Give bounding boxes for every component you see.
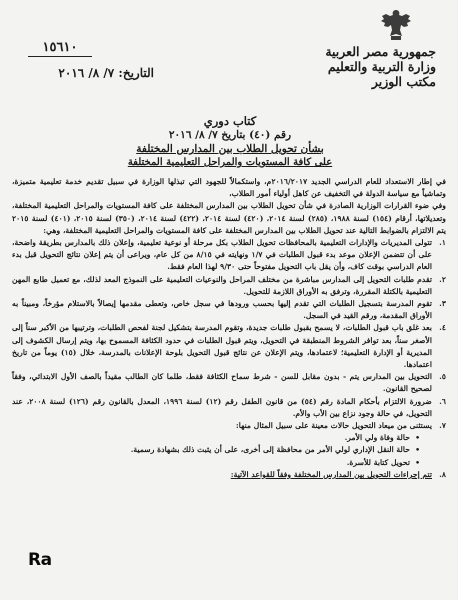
reference-number: ١٥٦١٠: [20, 40, 100, 57]
clause-number: ٨.: [439, 469, 446, 479]
clause-number: ٣.: [439, 299, 446, 309]
clause-text: يستثنى من ميعاد التحويل حالات معينة على سبيل المثال منها:: [235, 421, 432, 431]
clause-number: ٧.: [439, 421, 446, 431]
clause-number: ٥.: [439, 372, 446, 382]
ministry-line: مكتب الوزير: [371, 74, 436, 89]
document-title: [110, 114, 350, 170]
exception-item: • حالة وفاة ولي الأمر.: [12, 432, 420, 444]
clause-item: [12, 237, 446, 274]
intro-paragraph: وفي ضوء القرارات الوزارية الصادرة في شأن تحويل الطلاب بين المدارس المختلفة على كافة المستويات والمراحل التعليمية المختلفة، وتعديلاتها، أرقام (١٥٤) لسنة ١٩٨٨، (٢٨٥) لسنة ٢٠١٤، (٤٢٠) لسنة ٢٠١٤، (٤٢٢) لسنة ٢٠١٤، (٣٥٠) لسنة ٢٠١٥، (٤٠١) لسنة ٢٠١٥ يتم الالتزام بالضوابط التالية عند تحويل الطلاب بين المدارس المختلفة على كافة المستويات والمراحل التعليمية المختلفة، وهي:: [12, 201, 446, 235]
clause-text: تتولى المديريات والإدارات التعليمية بالمحافظات تحويل الطلاب بكل مرحلة أو نوعية تعليمية، وإعلان ذلك بالمدارس بطريقة واضحة، على أن تتضمن الإعلان موعد بدء قبول الطلبات في ١/٧ ونهايته في ٨/١٥ من كل عام، ويراعى أن يتم إعلان نتائج التحويل قبل بدء العام الدراسي بوقت كاف، وأن يقل باب التحويل مفتوحاً حتى ٩/٣٠ لهذا العام فقط.: [12, 238, 432, 272]
ministry-line: وزارة التربية والتعليم: [327, 59, 436, 74]
clause-item: [12, 469, 446, 481]
clause-text: التحويل بين المدارس يتم - بدون مقابل للسن - شرط سماح الكثافة فقط، طلما كان الطالب مقيداً بالصف الأول الابتدائي، وفقاً لصحيح القانون.: [12, 372, 432, 394]
clause-item: [12, 322, 446, 371]
clause-item: [12, 298, 446, 322]
exception-item: • حالة النقل الإداري لولي الأمر من محافظة إلى أخرى، على أن يثبت ذلك بشهادة رسمية.: [12, 444, 420, 456]
clause-text: بعد غلق باب قبول الطلبات، لا يسمح بقبول طلبات جديدة، وتقوم المدرسة بتشكيل لجنة لفحص الطلبات، وترتيبها من الأكبر سناً إلى الأصغر سناً، بعد توافر الشروط المنطبقة في التحويل، ويتم قبول الطلبات في حدود الكثافة المسموح بها، ويتم إرسال الكشوف إلى المديرية أو الإدارة التعليمية؛ لاعتمادها، ويتم الإعلان عن نتائج قبول التحويل بلوحة الإعلانات بالمدرسة، خلال (١٥) يوماً من تاريخ اعتمادها.: [12, 323, 432, 370]
ministry-line: جمهورية مصر العربية: [325, 44, 436, 59]
closing-clause-text: تتم إجراءات التحويل بين المدارس المختلفة وفقاً للقواعد الآتية:: [230, 469, 432, 479]
clause-number: ٢.: [439, 274, 446, 284]
clause-number: ٤.: [439, 323, 446, 333]
clause-text: تقوم المدرسة بتسجيل الطلبات التي تقدم إليها بحسب ورودها في سجل خاص، وتعطى مقدمها إيصالاً بالاستلام مؤرخاً، ومبيناً به الأوراق المقدمة، ورقم القيد في السجل.: [12, 299, 432, 321]
exception-item: • تحويل كتابة للأسرة.: [12, 457, 420, 469]
watermark-badge: Ra: [28, 550, 52, 570]
document-date: التاريخ: ٧/ ٨/ ٢٠١٦: [58, 66, 154, 80]
document-body: [12, 176, 446, 481]
clause-item: [12, 420, 446, 432]
ministry-letterhead: [306, 44, 436, 89]
document-subject: بشأن تحويل الطلاب بين المدارس المختلفة: [136, 143, 324, 155]
clause-text: تقدم طلبات التحويل إلى المدارس مباشرة من مختلف المراحل والنوعيات التعليمية على النموذج المعد لذلك، مع تعميل طابع المهن التعليمية بالكتلة المقررة، وترفق به الأوراق اللازمة للتحويل.: [12, 274, 432, 296]
clause-item: [12, 274, 446, 298]
document-kind: كتاب دوري: [203, 114, 257, 128]
document-number: رقم (٤٠) بتاريخ ٧/ ٨/ ٢٠١٦: [168, 129, 292, 141]
clause-number: ٦.: [439, 396, 446, 406]
clause-item: [12, 396, 446, 420]
exception-list: [12, 432, 446, 469]
intro-paragraph: في إطار الاستعداد للعام الدراسي الجديد ٢٠١٦/٢٠١٧م، واستكمالاً للجهود التي تبذلها الوزارة في سبيل تقديم خدمة تعليمية متميزة، وتماشياً مع سياسة الدولة في التخفيف عن كاهل أولياء أمور الطلاب،: [12, 177, 447, 199]
egypt-eagle-emblem-icon: [378, 6, 414, 44]
clause-item: [12, 371, 446, 395]
clause-number: ١.: [439, 238, 446, 248]
document-scope: على كافة المستويات والمراحل التعليمية المختلفة: [127, 157, 333, 168]
clause-text: ضرورة الالتزام بأحكام المادة رقم (٥٤) من قانون الطفل رقم (١٢) لسنة ١٩٩٦، المعدل بالقانون رقم (١٢٦) لسنة ٢٠٠٨، عند التحويل، في حالة وجود نزاع بين الأب والأم.: [12, 396, 432, 418]
